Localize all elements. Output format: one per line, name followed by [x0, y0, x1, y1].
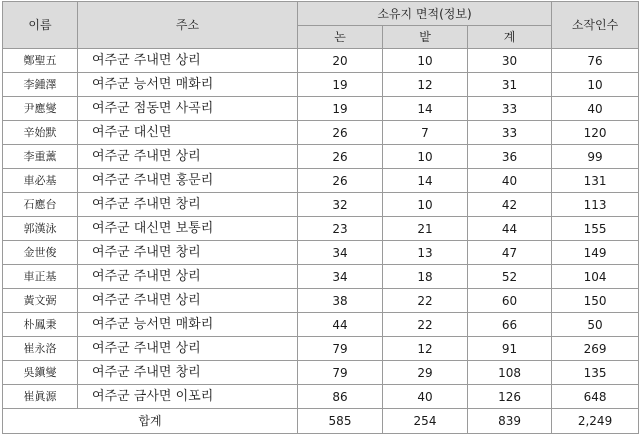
- cell-field: 12: [383, 73, 468, 97]
- cell-total: 42: [468, 193, 552, 217]
- cell-field: 22: [383, 313, 468, 337]
- cell-field: 10: [383, 145, 468, 169]
- cell-tenants: 120: [552, 121, 639, 145]
- cell-field: 14: [383, 169, 468, 193]
- cell-field: 40: [383, 385, 468, 409]
- table-row: [3, 193, 639, 217]
- cell-field: 21: [383, 217, 468, 241]
- cell-address: 여주군 대신면 보통리: [78, 217, 298, 241]
- cell-tenants: 50: [552, 313, 639, 337]
- cell-total: 126: [468, 385, 552, 409]
- cell-field: 14: [383, 97, 468, 121]
- cell-field: 10: [383, 193, 468, 217]
- cell-total: 33: [468, 97, 552, 121]
- totals-paddy: 585: [298, 409, 383, 434]
- cell-name: 郭漢泳: [3, 217, 78, 241]
- totals-field: 254: [383, 409, 468, 434]
- cell-tenants: 269: [552, 337, 639, 361]
- table-row: [3, 361, 639, 385]
- cell-name: 石應台: [3, 193, 78, 217]
- cell-paddy: 19: [298, 97, 383, 121]
- cell-name: 李鍾澤: [3, 73, 78, 97]
- cell-field: 29: [383, 361, 468, 385]
- header-paddy: 논: [298, 26, 383, 49]
- cell-total: 108: [468, 361, 552, 385]
- cell-address: 여주군 주내면 상리: [78, 289, 298, 313]
- cell-tenants: 104: [552, 265, 639, 289]
- cell-field: 22: [383, 289, 468, 313]
- cell-total: 30: [468, 49, 552, 73]
- cell-tenants: 135: [552, 361, 639, 385]
- table-row: [3, 337, 639, 361]
- header-area-group: 소유지 면적(정보): [298, 2, 552, 26]
- cell-address: 여주군 대신면: [78, 121, 298, 145]
- header-name: 이름: [3, 2, 78, 49]
- cell-address: 여주군 주내면 창리: [78, 193, 298, 217]
- header-total: 계: [468, 26, 552, 49]
- cell-name: 鄭聖五: [3, 49, 78, 73]
- table-row: [3, 385, 639, 409]
- header-field: 밭: [383, 26, 468, 49]
- cell-field: 7: [383, 121, 468, 145]
- cell-address: 여주군 주내면 상리: [78, 337, 298, 361]
- cell-name: 吳鎭燮: [3, 361, 78, 385]
- cell-paddy: 26: [298, 145, 383, 169]
- cell-address: 여주군 주내면 상리: [78, 49, 298, 73]
- cell-tenants: 150: [552, 289, 639, 313]
- cell-name: 尹應燮: [3, 97, 78, 121]
- cell-paddy: 23: [298, 217, 383, 241]
- cell-address: 여주군 주내면 창리: [78, 241, 298, 265]
- cell-tenants: 113: [552, 193, 639, 217]
- cell-name: 辛始默: [3, 121, 78, 145]
- cell-total: 91: [468, 337, 552, 361]
- cell-paddy: 34: [298, 241, 383, 265]
- totals-row: [3, 409, 639, 434]
- table-row: [3, 97, 639, 121]
- cell-name: 崔永洛: [3, 337, 78, 361]
- cell-field: 12: [383, 337, 468, 361]
- table-row: [3, 169, 639, 193]
- cell-tenants: 149: [552, 241, 639, 265]
- table-row: [3, 241, 639, 265]
- cell-paddy: 20: [298, 49, 383, 73]
- cell-total: 60: [468, 289, 552, 313]
- cell-total: 33: [468, 121, 552, 145]
- cell-total: 31: [468, 73, 552, 97]
- header-address: 주소: [78, 2, 298, 49]
- cell-name: 車必基: [3, 169, 78, 193]
- cell-name: 車正基: [3, 265, 78, 289]
- header-tenants: 소작인수: [552, 2, 639, 49]
- cell-name: 李重薰: [3, 145, 78, 169]
- cell-tenants: 99: [552, 145, 639, 169]
- cell-paddy: 26: [298, 169, 383, 193]
- table-header: [3, 2, 639, 49]
- cell-paddy: 19: [298, 73, 383, 97]
- table-row: [3, 289, 639, 313]
- cell-tenants: 10: [552, 73, 639, 97]
- cell-paddy: 86: [298, 385, 383, 409]
- cell-name: 朴鳳秉: [3, 313, 78, 337]
- cell-paddy: 38: [298, 289, 383, 313]
- cell-address: 여주군 주내면 상리: [78, 145, 298, 169]
- cell-tenants: 76: [552, 49, 639, 73]
- totals-total: 839: [468, 409, 552, 434]
- cell-total: 47: [468, 241, 552, 265]
- cell-name: 黃文弼: [3, 289, 78, 313]
- table-row: [3, 49, 639, 73]
- cell-address: 여주군 주내면 홍문리: [78, 169, 298, 193]
- cell-paddy: 32: [298, 193, 383, 217]
- cell-paddy: 79: [298, 337, 383, 361]
- table-body: [3, 49, 639, 409]
- cell-address: 여주군 주내면 상리: [78, 265, 298, 289]
- cell-address: 여주군 능서면 매화리: [78, 313, 298, 337]
- cell-total: 52: [468, 265, 552, 289]
- table-row: [3, 217, 639, 241]
- cell-tenants: 131: [552, 169, 639, 193]
- cell-field: 13: [383, 241, 468, 265]
- cell-total: 40: [468, 169, 552, 193]
- cell-tenants: 648: [552, 385, 639, 409]
- cell-name: 金世俊: [3, 241, 78, 265]
- table-row: [3, 73, 639, 97]
- cell-paddy: 44: [298, 313, 383, 337]
- table-row: [3, 265, 639, 289]
- totals-label: 합계: [3, 409, 298, 434]
- cell-paddy: 26: [298, 121, 383, 145]
- cell-tenants: 155: [552, 217, 639, 241]
- table-row: [3, 121, 639, 145]
- table-row: [3, 145, 639, 169]
- cell-total: 36: [468, 145, 552, 169]
- cell-address: 여주군 능서면 매화리: [78, 73, 298, 97]
- cell-paddy: 79: [298, 361, 383, 385]
- landowner-table: [2, 1, 639, 434]
- table-row: [3, 313, 639, 337]
- cell-address: 여주군 점동면 사곡리: [78, 97, 298, 121]
- cell-tenants: 40: [552, 97, 639, 121]
- cell-total: 44: [468, 217, 552, 241]
- cell-field: 18: [383, 265, 468, 289]
- cell-field: 10: [383, 49, 468, 73]
- cell-name: 崔眞源: [3, 385, 78, 409]
- cell-address: 여주군 금사면 이포리: [78, 385, 298, 409]
- cell-total: 66: [468, 313, 552, 337]
- cell-address: 여주군 주내면 창리: [78, 361, 298, 385]
- totals-tenants: 2,249: [552, 409, 639, 434]
- cell-paddy: 34: [298, 265, 383, 289]
